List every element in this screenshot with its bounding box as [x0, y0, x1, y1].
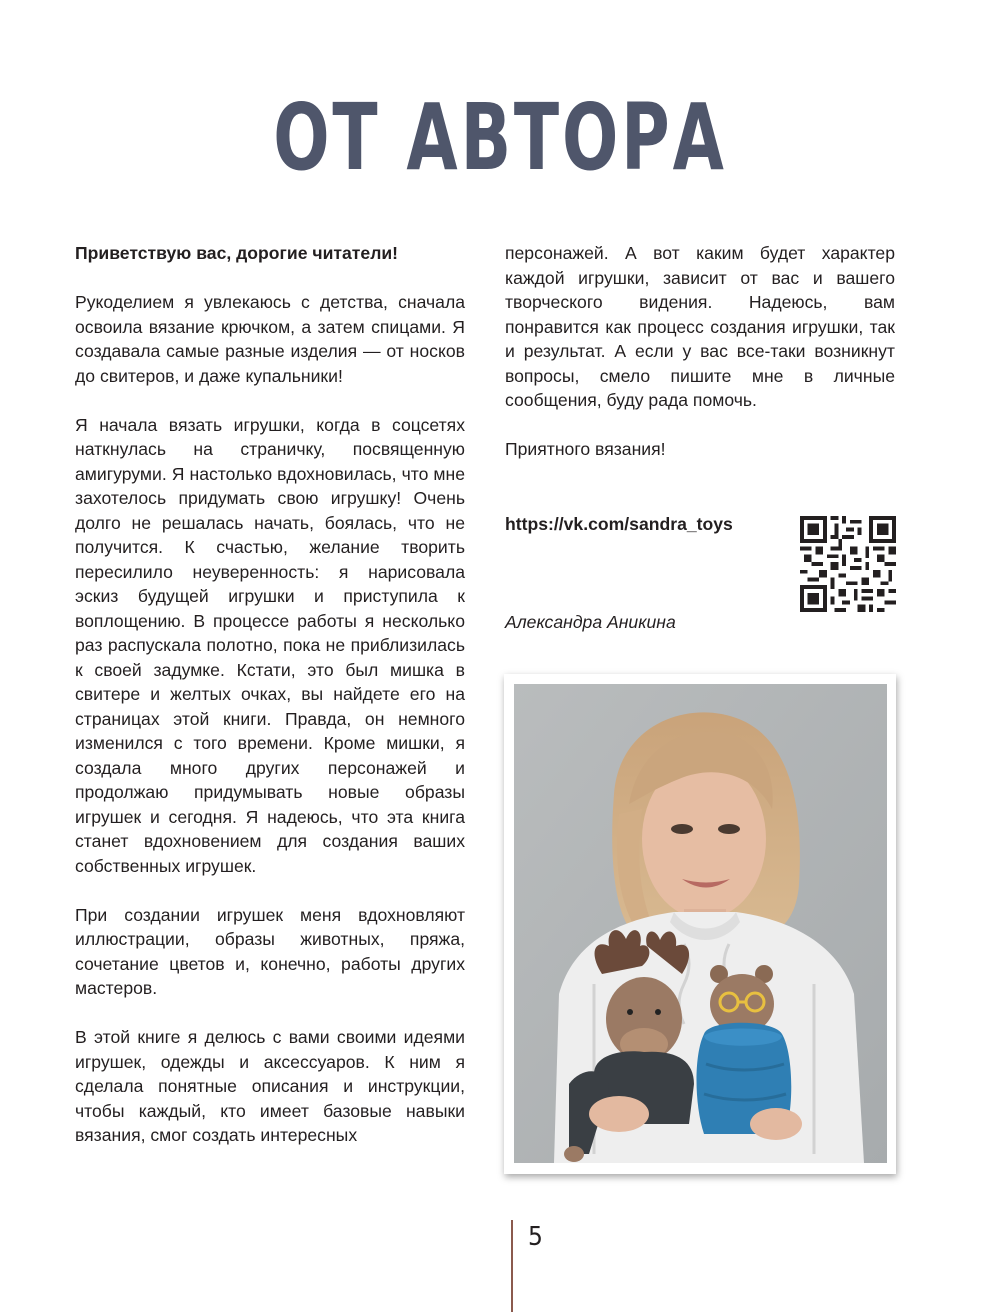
author-photo — [514, 684, 887, 1163]
closing-line: Приятного вязания! — [505, 439, 666, 459]
author-photo-frame — [504, 674, 896, 1174]
qr-code-icon[interactable] — [800, 516, 896, 612]
left-column — [75, 241, 465, 1172]
paragraph: При создании игрушек меня вдохновляют иллюстрации, образы животных, пряжа, сочетание цветов и, конечно, работы других мастеров. — [75, 904, 465, 998]
right-column — [505, 241, 895, 486]
author-signature: Александра Аникина — [505, 612, 676, 632]
paragraph: персонажей. А вот каким будет характер каждой игрушки, зависит от вас и вашего творческого видения. Надеюсь, вам понравится как процесс создания игрушки, так и результат. А если у вас все-таки возникнут вопросы, смело пишите мне в личные сообщения, буду рада помочь. — [505, 243, 895, 410]
greeting: Приветствую вас, дорогие читатели! — [75, 243, 399, 263]
page-rule — [511, 1220, 513, 1312]
page-title: ОТ АВТОРА — [273, 84, 727, 191]
vk-link[interactable]: https://vk.com/sandra_toys — [505, 514, 733, 534]
paragraph: В этой книге я делюсь с вами своими идеями игрушек, одежды и аксессуаров. К ним я сделала понятные описания и инструкции, чтобы каждый, кто имеет базовые навыки вязания, смог создать интересных — [75, 1027, 465, 1145]
page-number: 5 — [528, 1222, 543, 1252]
paragraph: Я начала вязать игрушки, когда в соцсетях наткнулась на страничку, посвященную амигуруми. Я настолько вдохновилась, что мне захотелось придумать свою игрушку! Очень долго не решалась начать, боялась, что не получится. К счастью, желание творить пересилило неуверенность: я нарисовала эскиз будущей игрушки и приступила к воплощению. В процессе работы я несколько раз распускала полотно, пока не приблизилась к своей задумке. Кстати, это был мишка в свитере и желтых очках, вы найдете его на страницах этой книги. Правда, он немного изменился с того времени. Кроме мишки, я создала много других персонажей и продолжаю придумывать новые образы игрушек и сегодня. Я надеюсь, что эта книга станет вдохновением для создания ваших собственных игрушек. — [75, 414, 465, 876]
paragraph: Рукоделием я увлекаюсь с детства, сначала освоила вязание крючком, а затем спицами. Я создавала самые разные изделия — от носков до свитеров, и даже купальники! — [75, 292, 465, 386]
